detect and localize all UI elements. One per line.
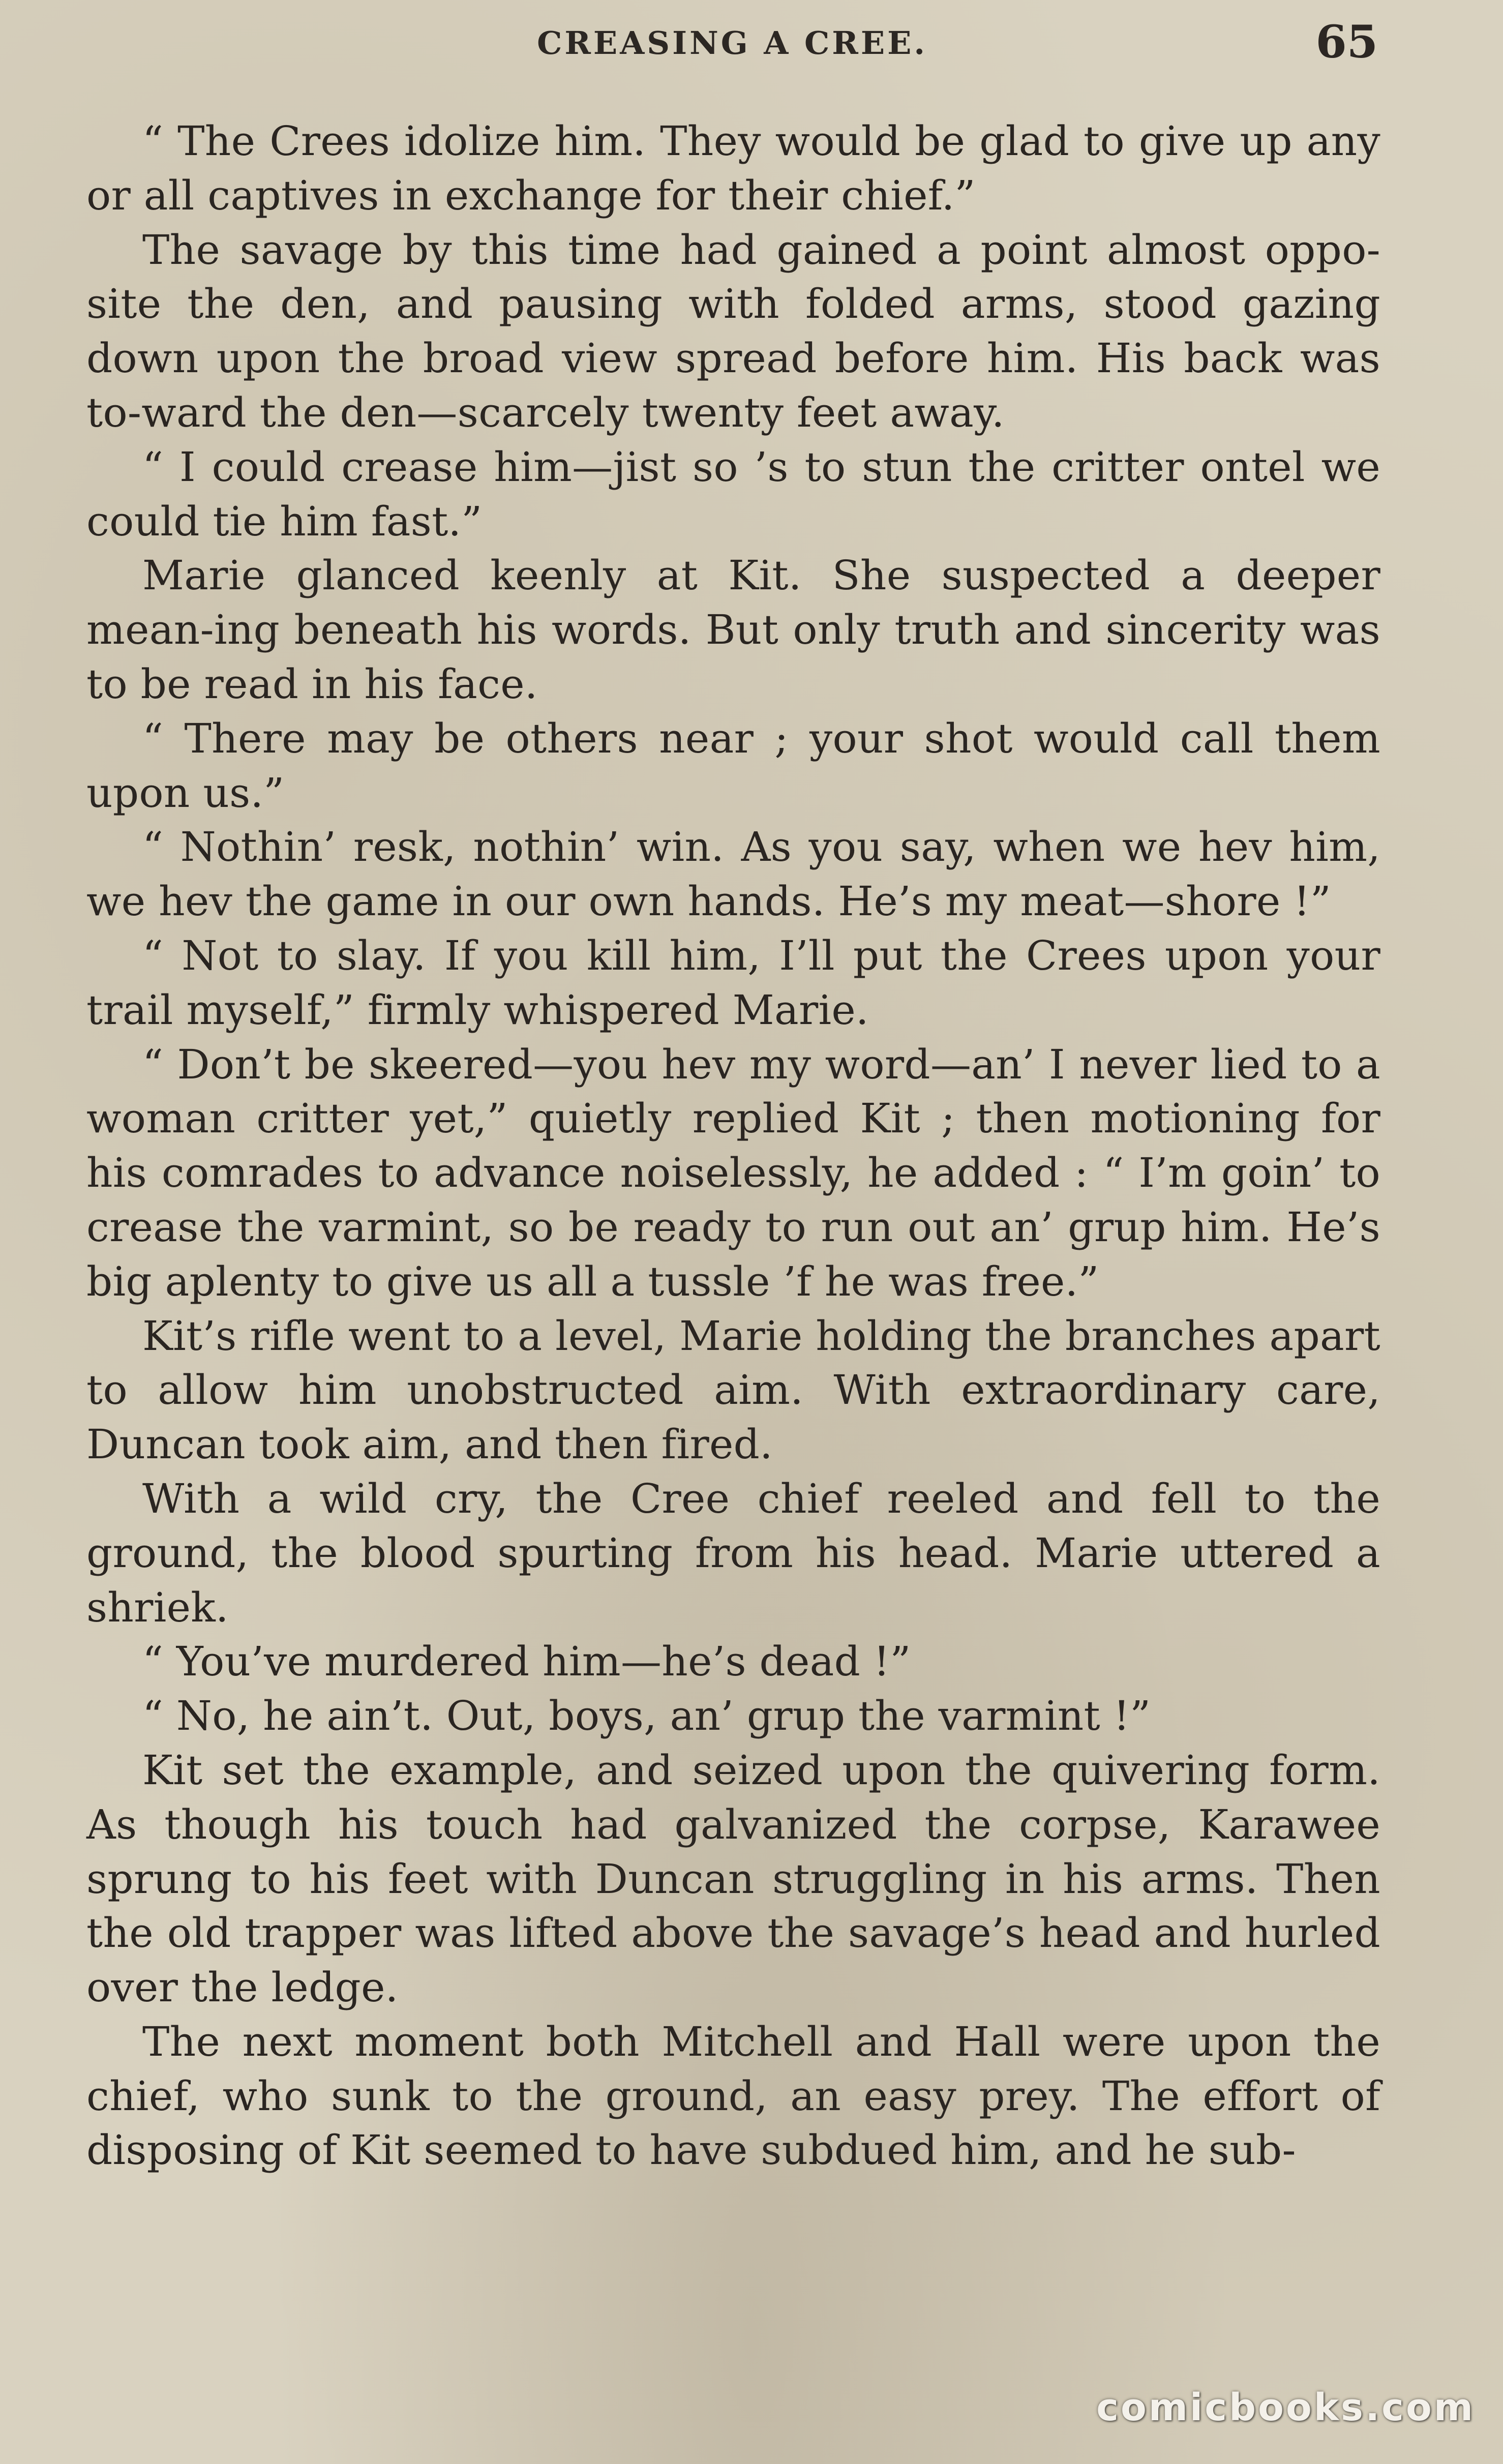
page-header xyxy=(86,15,1378,76)
paragraph: With a wild cry, the Cree chief reeled and fell to the ground, the blood spurting from his head. Marie uttered a shriek. xyxy=(86,1475,1380,1631)
running-head: CREASING A CREE. xyxy=(537,24,927,62)
page-number: 65 xyxy=(1315,15,1378,68)
paragraph: Kit set the example, and seized upon the quivering form. As though his touch had galvanized the corpse, Karawee sprung to his feet with Duncan struggling in his arms. Then the old trapper was lifted above the savage’s head and hurled over the ledge. xyxy=(86,1746,1380,2011)
paragraph: Kit’s rifle went to a level, Marie holding the branches apart to allow him unobstructed aim. With extraordinary care, Duncan took aim, and then fired. xyxy=(86,1312,1380,1468)
body-text xyxy=(86,114,1380,2178)
paragraph: “ Don’t be skeered—you hev my word—an’ I never lied to a woman critter yet,” quietly replied Kit ; then motioning for his comrades to advance noiselessly, he added : “ I’m goin’ to crease the varmint, so be ready to run out an’ grup him. He’s big aplenty to give us all a tussle ’f he was free.” xyxy=(86,1040,1380,1305)
paragraph: “ The Crees idolize him. They would be glad to give up any or all captives in exchange for their chief.” xyxy=(86,117,1380,219)
paragraph: “ No, he ain’t. Out, boys, an’ grup the varmint !” xyxy=(142,1692,1151,1740)
paragraph: “ Not to slay. If you kill him, I’ll put the Crees upon your trail myself,” firmly whispered Marie. xyxy=(86,931,1380,1034)
paragraph: “ Nothin’ resk, nothin’ win. As you say, when we hev him, we hev the game in our own hands. He’s my meat—shore !” xyxy=(86,823,1380,925)
paragraph: “ You’ve murdered him—he’s dead !” xyxy=(142,1638,911,1686)
paragraph: “ There may be others near ; your shot would call them upon us.” xyxy=(86,714,1380,817)
paragraph: The savage by this time had gained a point almost oppo-site the den, and pausing with folded arms, stood gazing down upon the broad view spread before him. His back was to-ward the den—scarcely twenty feet away. xyxy=(86,226,1380,436)
paragraph: Marie glanced keenly at Kit. She suspected a deeper mean-ing beneath his words. But only truth and sincerity was to be read in his face. xyxy=(86,552,1380,708)
paragraph: The next moment both Mitchell and Hall were upon the chief, who sunk to the ground, an easy prey. The effort of disposing of Kit seemed to have subdued him, and he sub- xyxy=(86,2018,1380,2174)
watermark: comicbooks.com xyxy=(1096,2386,1475,2429)
paragraph: “ I could crease him—jist so ’s to stun the critter ontel we could tie him fast.” xyxy=(86,443,1380,545)
